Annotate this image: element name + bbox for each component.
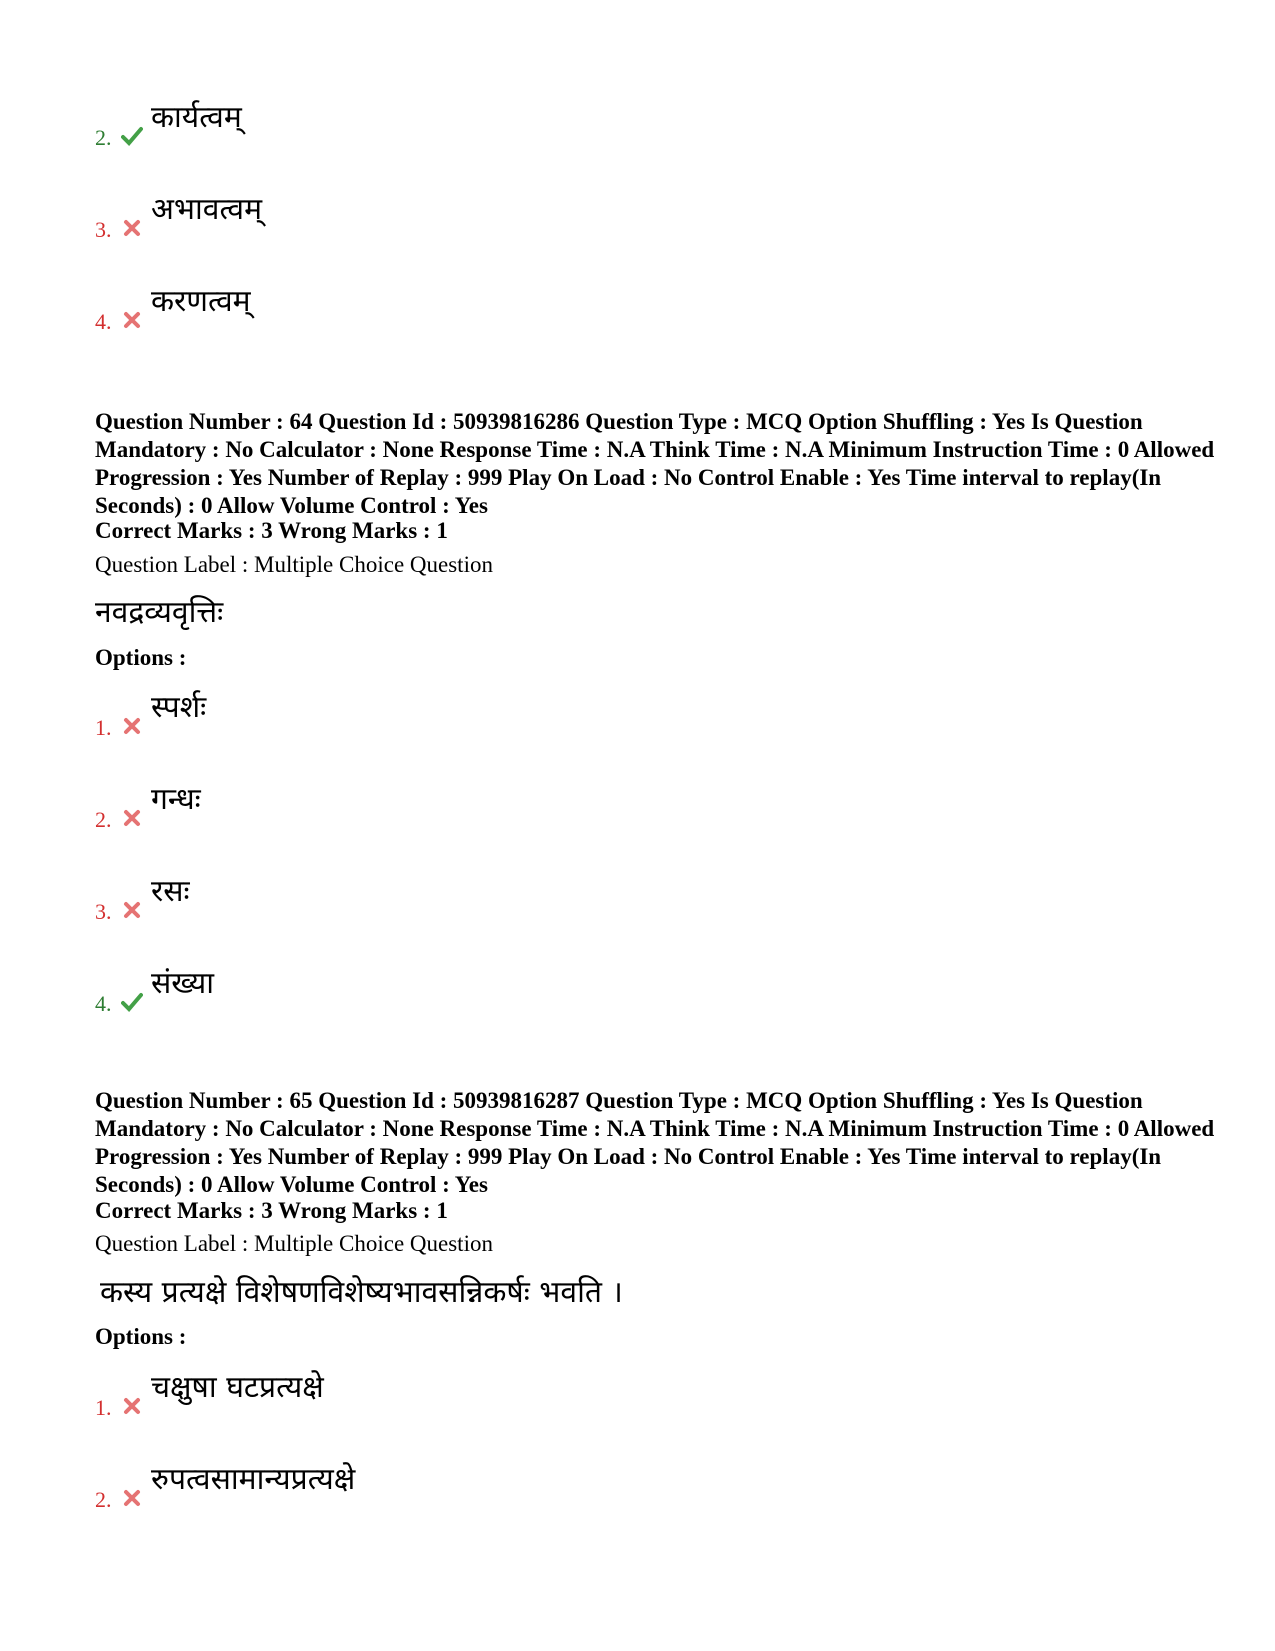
option-item	[95, 685, 795, 745]
option-number: 3.	[95, 217, 112, 242]
question-64-header: Question Number : 64 Question Id : 50939816286 Question Type : MCQ Option Shuffling : Yes Is Question Mandatory : No Calculator : None Response Time : N.A Think Time : N.A Minimum Instruction Time : 0 Allowed Progression : Yes Number of Replay : 999 Play On Load : No Control Enable : Yes Time interval to replay(In Seconds) : 0 Allow Volume Control : Yes	[95, 409, 1215, 518]
question-64-marks: Correct Marks : 3 Wrong Marks : 1	[95, 518, 448, 543]
checkmark-icon	[121, 991, 143, 1013]
option-text: स्पर्शः	[151, 690, 207, 725]
option-number: 2.	[95, 807, 112, 832]
cross-icon	[121, 1487, 143, 1509]
question-64-label: Question Label : Multiple Choice Question	[95, 552, 493, 577]
option-text: रसः	[151, 874, 190, 909]
option-text: करणत्वम्	[151, 284, 251, 319]
option-number: 4.	[95, 309, 112, 334]
cross-icon	[121, 217, 143, 239]
option-item	[95, 187, 795, 247]
option-item	[95, 777, 795, 837]
question-65-header: Question Number : 65 Question Id : 50939816287 Question Type : MCQ Option Shuffling : Yes Is Question Mandatory : No Calculator : None Response Time : N.A Think Time : N.A Minimum Instruction Time : 0 Allowed Progression : Yes Number of Replay : 999 Play On Load : No Control Enable : Yes Time interval to replay(In Seconds) : 0 Allow Volume Control : Yes	[95, 1088, 1215, 1197]
question-64-options-heading: Options :	[95, 645, 187, 670]
option-text: संख्या	[151, 966, 214, 1001]
option-text: अभावत्वम्	[151, 192, 263, 227]
option-item	[95, 95, 795, 155]
option-number: 3.	[95, 899, 112, 924]
question-65-label: Question Label : Multiple Choice Question	[95, 1231, 493, 1256]
option-number: 2.	[95, 1487, 112, 1512]
cross-icon	[121, 715, 143, 737]
checkmark-icon	[121, 125, 143, 147]
option-number: 2.	[95, 125, 112, 150]
question-65-options-heading: Options :	[95, 1324, 187, 1349]
option-item	[95, 961, 795, 1021]
option-text: कार्यत्वम्	[151, 100, 242, 135]
option-item	[95, 1457, 795, 1517]
option-text: रुपत्वसामान्यप्रत्यक्षे	[151, 1462, 356, 1497]
option-number: 1.	[95, 1395, 112, 1420]
option-item	[95, 869, 795, 929]
option-item	[95, 1365, 795, 1425]
option-number: 4.	[95, 991, 112, 1016]
option-item	[95, 279, 795, 339]
cross-icon	[121, 807, 143, 829]
option-text: चक्षुषा घटप्रत्यक्षे	[151, 1370, 324, 1405]
question-65-marks: Correct Marks : 3 Wrong Marks : 1	[95, 1198, 448, 1223]
option-number: 1.	[95, 715, 112, 740]
question-65-text: कस्य प्रत्यक्षे विशेषणविशेष्यभावसन्निकर्षः भवति ।	[100, 1275, 623, 1310]
cross-icon	[121, 1395, 143, 1417]
question-64-text: नवद्रव्यवृत्तिः	[95, 595, 224, 630]
option-text: गन्धः	[151, 782, 201, 817]
cross-icon	[121, 309, 143, 331]
cross-icon	[121, 899, 143, 921]
